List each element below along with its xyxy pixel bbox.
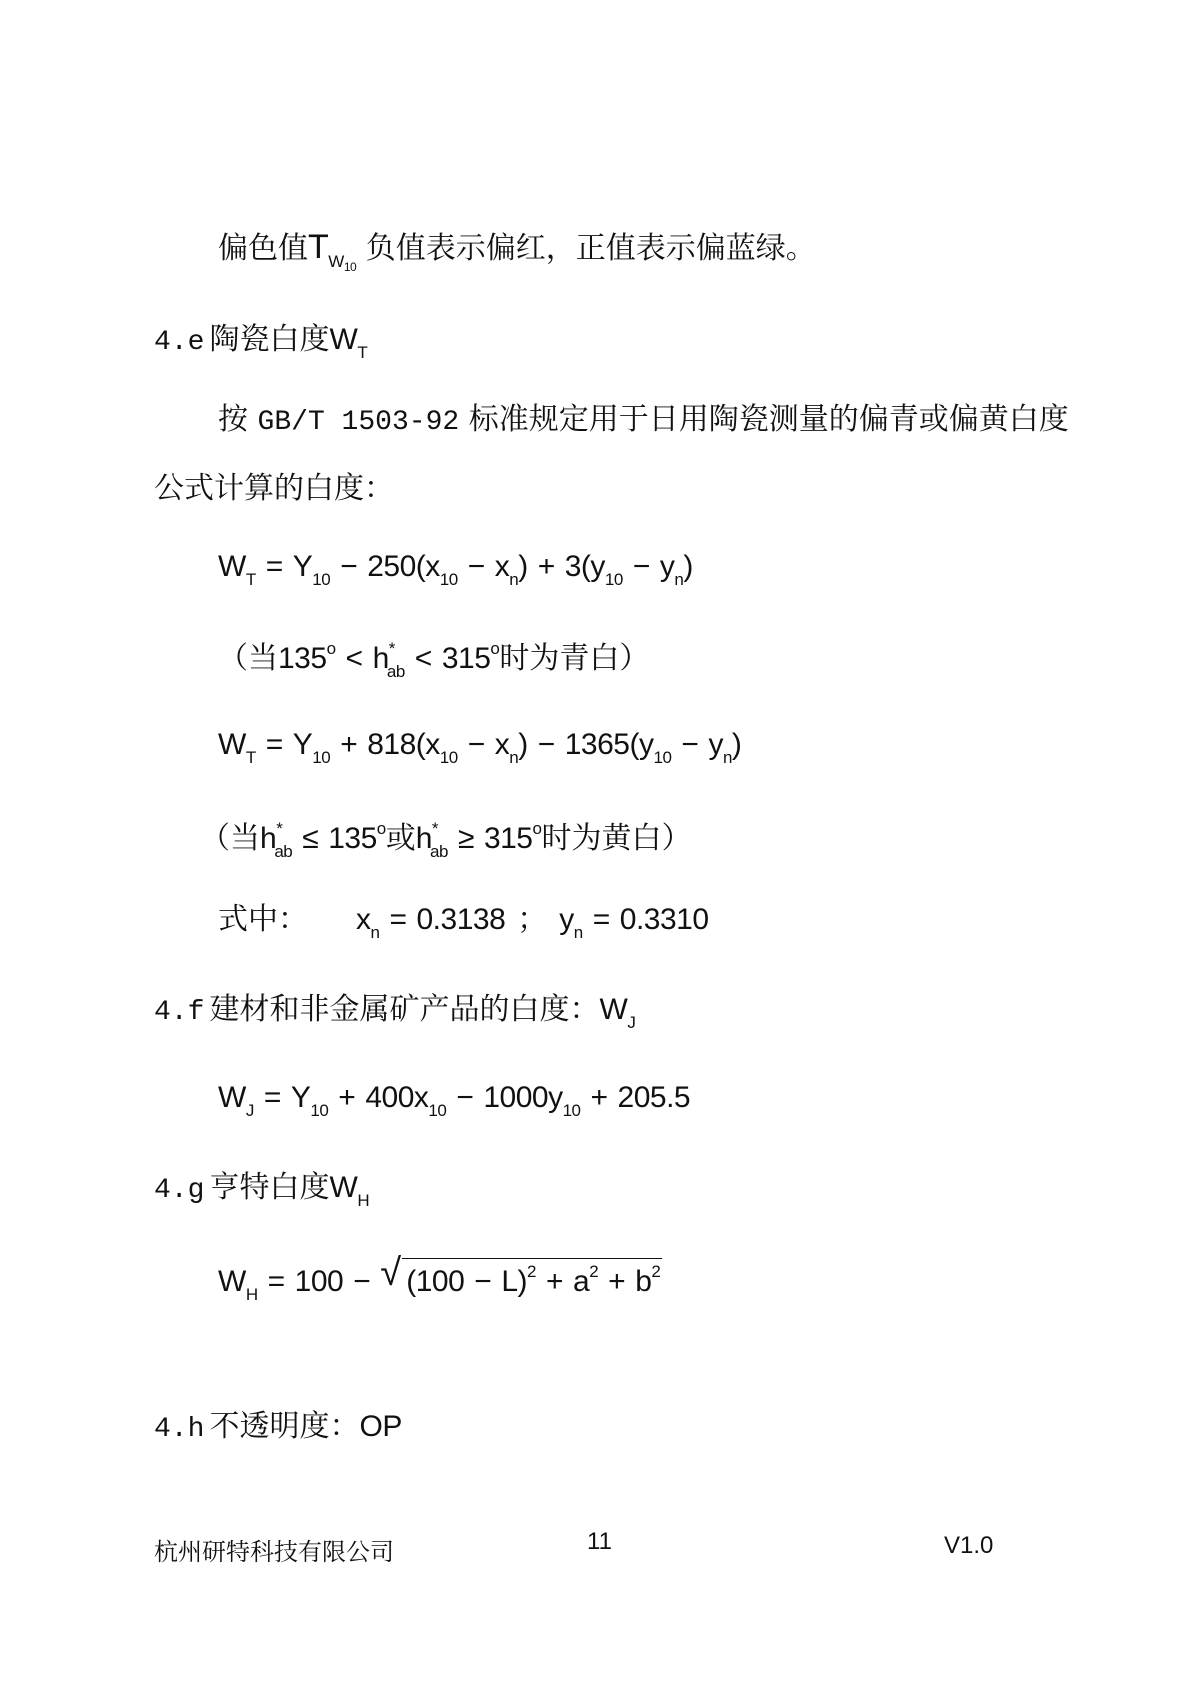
section-e-title: 陶瓷白度 bbox=[209, 322, 330, 357]
gb-standard-line1: 按 GB/T 1503-92 标准规定用于日用陶瓷测量的偏青或偏黄白度 bbox=[218, 402, 1069, 438]
where-clause: 式中： $x_n = 0.3138$ ； $y_n = 0.3310$ bbox=[218, 902, 709, 942]
gb-standard-line2: 公式计算的白度： bbox=[154, 471, 394, 506]
tw-note-suffix: 负值表示偏红，正值表示偏蓝绿。 bbox=[365, 231, 816, 266]
sqrt-sign: √ $(100 - L)^2 + a^2 + b^2$ bbox=[380, 1252, 661, 1298]
formula-wh: $W_H = 100$ − √ $(100 - L)^2 + a^2 + b^2$ bbox=[218, 1252, 661, 1304]
tw-note-prefix: 偏色值 bbox=[218, 231, 308, 266]
formula-wt-green: $W_T = Y_{10} - 250(x_{10} - x_n) + 3(y_{10} - y_n)$ bbox=[218, 550, 693, 589]
formula-wt-yellow: $W_T = Y_{10} + 818(x_{10} - x_n) - 1365(y_{10} - y_n)$ bbox=[218, 728, 742, 767]
footer-page-number: 11 bbox=[587, 1528, 612, 1555]
section-f-heading: 4.f 建材和非金属矿产品的白度：$W_J$ bbox=[154, 992, 636, 1032]
condition-yellow-white: （当$h^*_{ab} \le 135^o$或$h^*_{ab} \ge 315^o$时为黄白） bbox=[200, 819, 692, 861]
gb-standard-code: GB/T 1503-92 bbox=[257, 407, 460, 438]
section-e-symbol: $W_T$ bbox=[329, 323, 368, 362]
section-e-number: 4.e bbox=[154, 327, 205, 358]
footer-version: V1.0 bbox=[944, 1532, 994, 1559]
section-g-heading: 4.g 亨特白度$W_H$ bbox=[154, 1170, 370, 1210]
tw-symbol: $T_{W_{10}}$ bbox=[308, 228, 357, 274]
condition-green-white: （当$135^o < h^*_{ab} < 315^o$时为青白） bbox=[218, 639, 650, 681]
section-e-heading bbox=[154, 322, 368, 362]
tw-note bbox=[218, 230, 816, 273]
footer-company: 杭州研特科技有限公司 bbox=[154, 1538, 394, 1566]
formula-wj: $W_J = Y_{10} + 400x_{10} - 1000y_{10} + 205.5$ bbox=[218, 1081, 691, 1120]
section-h-heading: 4.h 不透明度：OP bbox=[154, 1409, 402, 1445]
